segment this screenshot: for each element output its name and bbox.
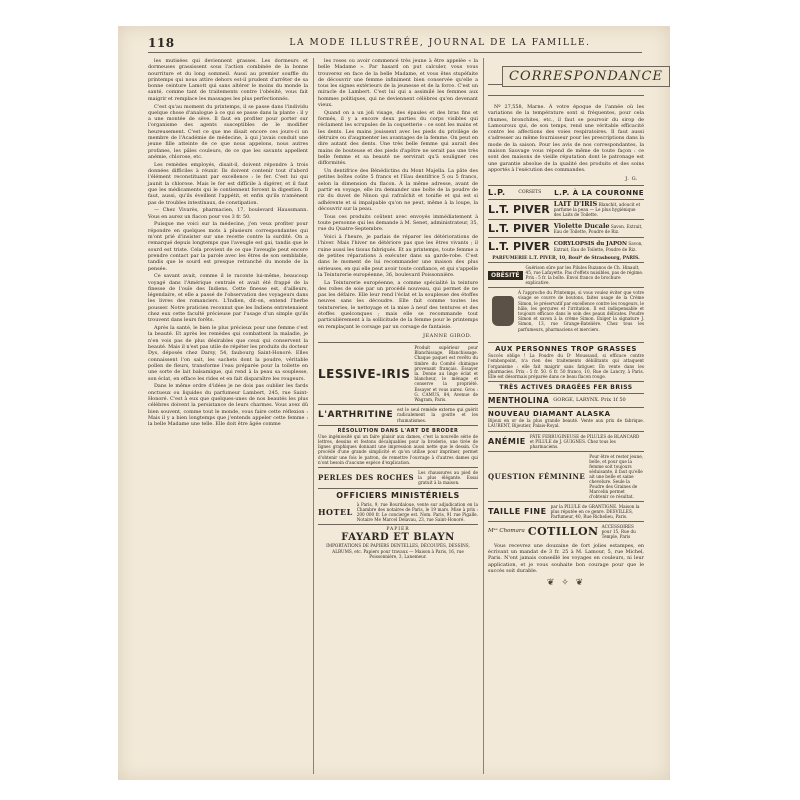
ad-text: GORGE, LARYNX. Prix 1f 50	[553, 397, 626, 404]
ad-corsets-couronne	[488, 185, 644, 199]
ad-text: À l'approche du Printemps, si vous voulez éviter que votre visage se couvre de boutons, faites usage de la Crème Simon, le préservatif par excellence contre les rougeurs, le hâle, les gerçures et l'irritation. Il est indispensable et toujours efficace dans le soin des peaux délicates. Poudre Simon et savon à la crème Simon. Exiger la signature J. Simon, 13, rue Grange-Batelière. Chez tous les parfumeurs, pharmaciens et merciers.	[518, 290, 645, 332]
ad-title: LESSIVE-IRIS	[318, 366, 411, 381]
correspondance-column	[488, 58, 663, 774]
ad-title: NOUVEAU DIAMANT ALASKA	[488, 410, 611, 419]
product-name: LAIT D'IRIS	[553, 200, 598, 209]
ad-piver-violette	[488, 219, 644, 237]
ad-lessive-iris	[318, 342, 478, 404]
paragraph: Un dentifrice des Bénédictins du Mont Majella. La pâte des petites boîtes coûte 5 francs et l'Eau dentifrice 5 ou 5 francs, selon la dimension du flacon. À la même adresse, avant de partir en voyage, elle ira demander une boîte de la poudre de riz du duvet de Ninon qui rafraîchit et tonifie et qui est si adhérente et si impalpable qu'on ne peut, même à la loupe, la découvrir sur la peau.	[318, 168, 478, 212]
column-rule-1	[313, 58, 314, 774]
ad-dragees-fer	[488, 381, 644, 393]
ad-title: AUX PERSONNES TROP GRASSES	[495, 345, 637, 354]
paragraph: Voici à l'heure, je parlais de réparer les détériorations de l'hiver. Mais l'hiver ne détériore pas que les êtres vivants ; il ruine aussi les tissus fabriqués. Et au printemps, toute femme a de petites réparations à exécuter dans sa garde-robe. C'est dans le moment de lui recommander une maison des plus sérieuses, en qui elle peut avoir toute confiance, et qui s'appelle la Teinturerie européenne, 36, boulevard Poissonnière.	[318, 234, 478, 278]
author-signature: JEANNE GIROD.	[422, 332, 472, 339]
brand-name: L.T. PIVER	[488, 203, 550, 217]
ad-label: Mˢᵉ Chomara	[488, 528, 525, 535]
ad-title: PERLES DES ROCHES	[318, 473, 415, 483]
ad-text: IMPORTATIONS DE PAPIERS DENTELLES, DÉCOUPÉS, DESSINS, ALBUMS, etc. Papiers pour travaux — Maison à Paris, 16, rue Poissonnière, 3, Lanemeur.	[326, 543, 470, 559]
product-name: Violette Ducale	[553, 221, 610, 230]
paragraph: Tous ces produits coûtent avec envoyés immédiatement à toute personne qui les demande à M. Senet, administrateur, 35, rue du Quatre-Septembre.	[318, 213, 478, 233]
paragraph: Ce savant avait, comme il le raconte lui-même, beaucoup voyagé dans l'Amérique centrale et avait été frappé de la finesse de l'ouïe des Indiens. Cette finesse est, d'ailleurs, légendaire, et elle a passé de l'observation des voyageurs dans les livres des romanciers. L'Indien, dit-on, entend l'herbe pousser. Notre praticien reconnut que les Indiens entretenaient chez eux cette faculté précieuse par l'usage d'un simple qu'ils trouvent dans leurs forêts.	[148, 273, 308, 324]
ad-title: TRÈS ACTIVES DRAGÉES FER BRISS	[499, 384, 633, 392]
ad-text: par la PILULE de GRANTIGNE. Maison la plus réputée en ce genre. DESVILLES, Parfumeur, 40, Rue Richelieu, Paris.	[550, 503, 640, 519]
ad-small-label: PAPIER	[386, 527, 410, 533]
ad-mentholina	[488, 393, 644, 407]
ad-broderie	[318, 425, 478, 467]
ad-diamant-alaska	[488, 407, 644, 430]
ad-title: FAYARD ET BLAYN	[341, 532, 455, 544]
ad-title: TAILLE FINE	[488, 506, 547, 516]
paragraph: Quand on a un joli visage, des épaules et des bras fins et formés, il y a encore deux parties du corps visibles qui réclament les scrupules de la coquetterie : ce sont les mains et les dents. Les mains jouissent avec les pieds du privilège de détruire ou d'augmenter les avantages de la femme. On peut en dire autant des dents. Une très belle femme qui aurait des mains de bouteuse et des pieds d'apôtre ne serait pas une très belle femme et sa beauté ne servirait qu'à souligner ces difformités.	[318, 109, 478, 167]
ad-label: HOTEL	[318, 507, 353, 518]
column-rule-2	[483, 58, 484, 774]
ad-text: ACCESSOIRES pour 15, Rue du Temple, Paris	[601, 523, 636, 539]
ad-creme-simon	[488, 287, 644, 342]
ad-cotillon	[488, 521, 644, 541]
paragraph: Puisque me voici sur la médecine, j'en veux profiter pour répondre en quelques mots à plusieurs correspondantes qui m'ont prié d'insister sur une recette contre la surdité. On a remarqué depuis longtemps que l'aveugle est gai, tandis que le sourd est triste. Cela provient de ce que l'aveugle peut encore prendre contact par la parole avec les êtres de son semblable, tandis que le sourd est presque retranché du monde de la pensée.	[148, 221, 308, 272]
correspondance-banner	[488, 58, 663, 100]
product-desc: Blanchit, adoucit et parfume la peau — Le plus hygiénique des Laits de Toilette.	[553, 202, 641, 218]
ad-text: Guérison sûre par les Pilules Ruzanos de Ch. Hinault, 45, rue Lafayette. Pas d'effets nuisibles, pas de régime. Prix : 5 fr. la boîte. Envoi franco de brochure explicative.	[525, 265, 644, 286]
ad-taille-fine	[488, 501, 644, 521]
paragraph: Les remèdes employés, disait-il, doivent répondre à trois données difficiles à réunir. Ils doivent contenir tout d'abord l'élément reconstituant par excellence : le fer. C'est lui qui jaunit la chlorose. Mais le fer est difficile à digérer, et il faut que les médicaments qui le contiennent forcent la digestion. Il faut, aussi, qu'ils éveillent l'appétit, et enfin qu'ils n'amènent pas de troubles intestinaux, de constipation.	[148, 161, 308, 206]
officiers-ministeriels	[318, 488, 478, 525]
paragraph: Dans le même ordre d'idées je ne dois pas oublier les fards onctueux ou liquides du parfumeur Lambert, 245, rue Saint-Honoré. C'est à eux que quelques-unes de nos beautés les plus célèbres doivent la persistance de leurs charmes. Vous avez dû bien souvent, comme tout le monde, vous faire cette réflexion : Mais il y a bien longtemps que j'entends appeler cette femme : la belle Madame une telle. Elle doit être âgée comme	[148, 383, 308, 428]
ad-text: est le seul remède externe qui guérit radicalement la goutte et les rhumatismes.	[397, 407, 478, 423]
brand-name: L.T. PIVER	[488, 240, 550, 254]
ad-title: RÉSOLUTION DANS L'ART DE BRODER	[337, 427, 459, 434]
page-header	[148, 36, 642, 53]
article-column-2	[318, 58, 478, 774]
ad-title: COTILLON	[527, 524, 599, 538]
paragraph: Après la santé, le bien le plus précieux pour une femme c'est la beauté. Et après les remèdes qui combattent la maladie, je n'en vois pas de plus désirables que ceux qui conservent la beauté. Mais il n'est pas utile de répéter les produits du docteur Dys, déposés chez Darsy, 54, faubourg Saint-Honoré. Elles connaissent l'on sait, les sachets dont la poudre, véritable pollen de fleurs, transforme l'eau préparée pour la toilette en une sorte de lait balsamique, qui rend à la peau sa souplesse, son éclat, en efface les rides et en fait disparaître les rougeurs.	[148, 325, 308, 382]
ad-obesite	[488, 262, 644, 287]
product-name: CORYLOPSIS du JAPON	[553, 241, 627, 248]
ad-text: PÂTE FERRUGINEUSE de PILULES de BLANCARD et PILULE de J. GUIGNES. Chez tous les pharmaciens.	[529, 433, 640, 449]
ad-perles-des-roches	[318, 467, 478, 488]
ad-fayard-blayn	[318, 524, 478, 561]
paragraph: Nº 27,558, Marne. À votre époque de l'année où les variations de la température sont si fréquentes, pour cela rhumes, bronchites, etc., il faut se pourvoir du sirop de Lamouroux qui, de son temps, rend une véritable efficacité contre les affections des voies respiratoires. Il faut aussi s'adresser au même fournisseur pour les prescriptions dans la mode de la saison. Pour les avis de nos correspondantes, la maison Sauvage vous répond de même de toute façon : ce sont des maisons de vieille réputation dont le patronage est une garantie absolue de la qualité des produits et des soins apportés à l'exécution des commandes.	[488, 104, 644, 173]
paragraph: C'est qu'au moment du printemps, il se passe dans l'individu quelque chose d'analogue à ce qui se passe dans la plante : il y a une montée de sève. Il faut en profiter pour porter sur l'organisme des agents susceptibles de le modifier heureusement. C'est ce que me disait encore ces jours-ci un membre de l'Académie de médecine, à qui j'avais conduit une jeune fille atteinte de ce que nous appelons, nous autres profanes, les pâles couleurs, de ce que les savants appellent anémie, chlorose, etc.	[148, 103, 308, 160]
section-title: OFFICIERS MINISTÉRIELS	[336, 490, 460, 500]
brand-name: L.T. PIVER	[488, 222, 550, 236]
ad-title: MENTHOLINA	[488, 396, 550, 406]
ad-text: Une ingéniosité qui un faire plaisir aux dames, c'est la nouvelle série de lettres, dessins et festons décalquables pour la broderie, une tirée de lignes graphiques donnant une impression aussi nette que le dessin. Ce procédé d'une grande simplicité et qu'on utilise pour imprimer, permet d'obtenir une fois le patron, de remettre l'ouvrage à d'autres dames qui n'ont besoin d'aucune espèce d'explication.	[318, 433, 478, 465]
parfumerie-address: PARFUMERIE L.T. PIVER, 10, Boulᵈ de Strasbourg, PARIS.	[492, 256, 640, 262]
paragraph: les roses ou avoir commencé très jeune à être appelée « la belle Madame ». Par hasard on put calculer, vous vous trouverez en face de la belle Madame, et vous êtes stupéfaite de découvrir une femme infiniment bien conservée qu'elle a tous les signes extérieurs de la jeunesse et de la force. C'est un miracle de Lambert. C'est lui qui a assimilé les femmes aux hommes politiques, qui ne deviennent célèbres qu'en devenant vieux.	[318, 58, 478, 109]
paragraph: Vous recevrez une douzaine de fort jolies estampes, en écrivant un mandat de 3 fr. 25 à M. Lamour, 5, rue Michel, Paris. N'ont jamais conseillé les voyages en couleurs, ni leur application, et je vous souhaite bon courage pour que le succès soit durable.	[488, 542, 644, 574]
ad-title: L'ARTHRITINE	[318, 410, 394, 420]
product-desc: Savon, Extrait, Eau de Toilette, Poudre de Riz.	[553, 241, 643, 253]
ad-title: ANÉMIE	[488, 436, 526, 446]
ad-text: Produit supérieur pour Blanchissage, Blanchissage. Chaque paquet est revêtu du timbre du Comité chimique provenant français. Essayer la. Donne au linge éclat et blancheur, le ménage et conserve la propriété. Essayer et vous aurez. Gros : G. CAMUS, 84, Avenue de Wagram, Paris.	[414, 344, 478, 402]
paragraph: — Chez Vivarès, pharmacien, 17, boulevard Haussmann. Vous en aurez un flacon pour vos 3 fr. 50.	[148, 207, 308, 220]
ad-label: L.P. À LA COURONNE	[554, 188, 644, 197]
ad-anemie	[488, 431, 644, 451]
product-desc: Savon. Extrait, Eau de Toilette, Poudre de Riz.	[553, 223, 643, 234]
ad-text: à Paris, 9, rue Bourdaloue, vente sur adjudication en la Chambre des notaires de Paris, le 19 mars. Mise à prix : 200 000 fr. Le concierge est. Nom. Paris, 91 rue Pigalle. Notaire Me Marcel Delavau, 23, rue Saint-Honoré.	[356, 501, 478, 523]
tailpiece-ornament: ❦ ✧ ❦	[546, 578, 586, 589]
ad-title: QUESTION FÉMININE	[488, 471, 586, 481]
newspaper-page	[118, 26, 670, 780]
correspondance-title: CORRESPONDANCE	[502, 66, 670, 87]
ad-piver-corylopsis	[488, 237, 644, 255]
ad-text: Bijoux en or de la plus grande beauté. Vente aux prix de fabrique. LAURENT, Bijoutier, Palais-Royal.	[488, 418, 644, 429]
ad-text: Pour être et rester jeune, belle, et pour que la femme soit toujours séduisante, il faut qu'elle ait une belle et saine chevelure. Seule la Poudre des Graines de Marcelin permet d'obtenir ce résultat.	[589, 453, 644, 499]
ad-piver-lait-iris	[488, 199, 644, 219]
journal-title: LA MODE ILLUSTRÉE, JOURNAL DE LA FAMILLE.	[289, 38, 591, 48]
ad-label: L.P.	[488, 188, 506, 198]
author-signature: J. G.	[625, 176, 638, 183]
article-column-1	[148, 58, 308, 774]
ad-question-feminine	[488, 451, 644, 501]
ad-label: CORSETS	[518, 190, 542, 196]
ad-personnes-grasses	[488, 342, 644, 381]
ad-label: OBÉSITÉ	[488, 271, 523, 280]
ad-arthritine	[318, 404, 478, 425]
paragraph: les mutisées qui deviennent grasses. Les dormeurs et dormeuses grassissent sous l'action combinée de la bonne nourriture et du long sommeil. Aussi au premier souffle du printemps qui nous attire dehors est-il prudent d'arrêter de sa bonne ceinture Lamott qui sans altérer le moins du monde la santé, comme tant de traitements contre l'obésité, vous fait maigrir et remplace les massages les plus perfectionnés.	[148, 58, 308, 102]
paragraph: La Teinturerie européenne, a comme spécialité la teinture des robes de soie par un procédé nouveau, qui permet de ne pas les défaire. Elle leur rend l'éclat et la souplesse des étoffes neuves sans les découdre. Elle fait comme toutes les teintureries, le nettoyage et la mise à neuf des tentures et des étoffes quelconques ; mais elle se recommande tout particulièrement à la sollicitude de la femme pour le printemps en remplaçant le corsage par un corsage de fantaisie.	[318, 279, 478, 330]
jar-illustration	[492, 296, 514, 326]
page-number: 118	[148, 36, 175, 50]
ad-text: Les chaussures au pied de la plus élégante. Essai gratuit à la maison.	[418, 470, 478, 486]
ad-text: Succès oblige ! La Poudre du Dʳ Moussaud, si efficace contre l'embonpoint, n'a rien des traitements débilitants qui attaquent l'organisme : elle fait maigrir sans fatiguer. En vente dans les pharmacies. Prix : 5 fr. 50. 6 fr. 50 franco, 10, Rue de Lancry, à Paris. Elle est désormais préparée dans ce beau flacon rouge.	[488, 353, 644, 380]
